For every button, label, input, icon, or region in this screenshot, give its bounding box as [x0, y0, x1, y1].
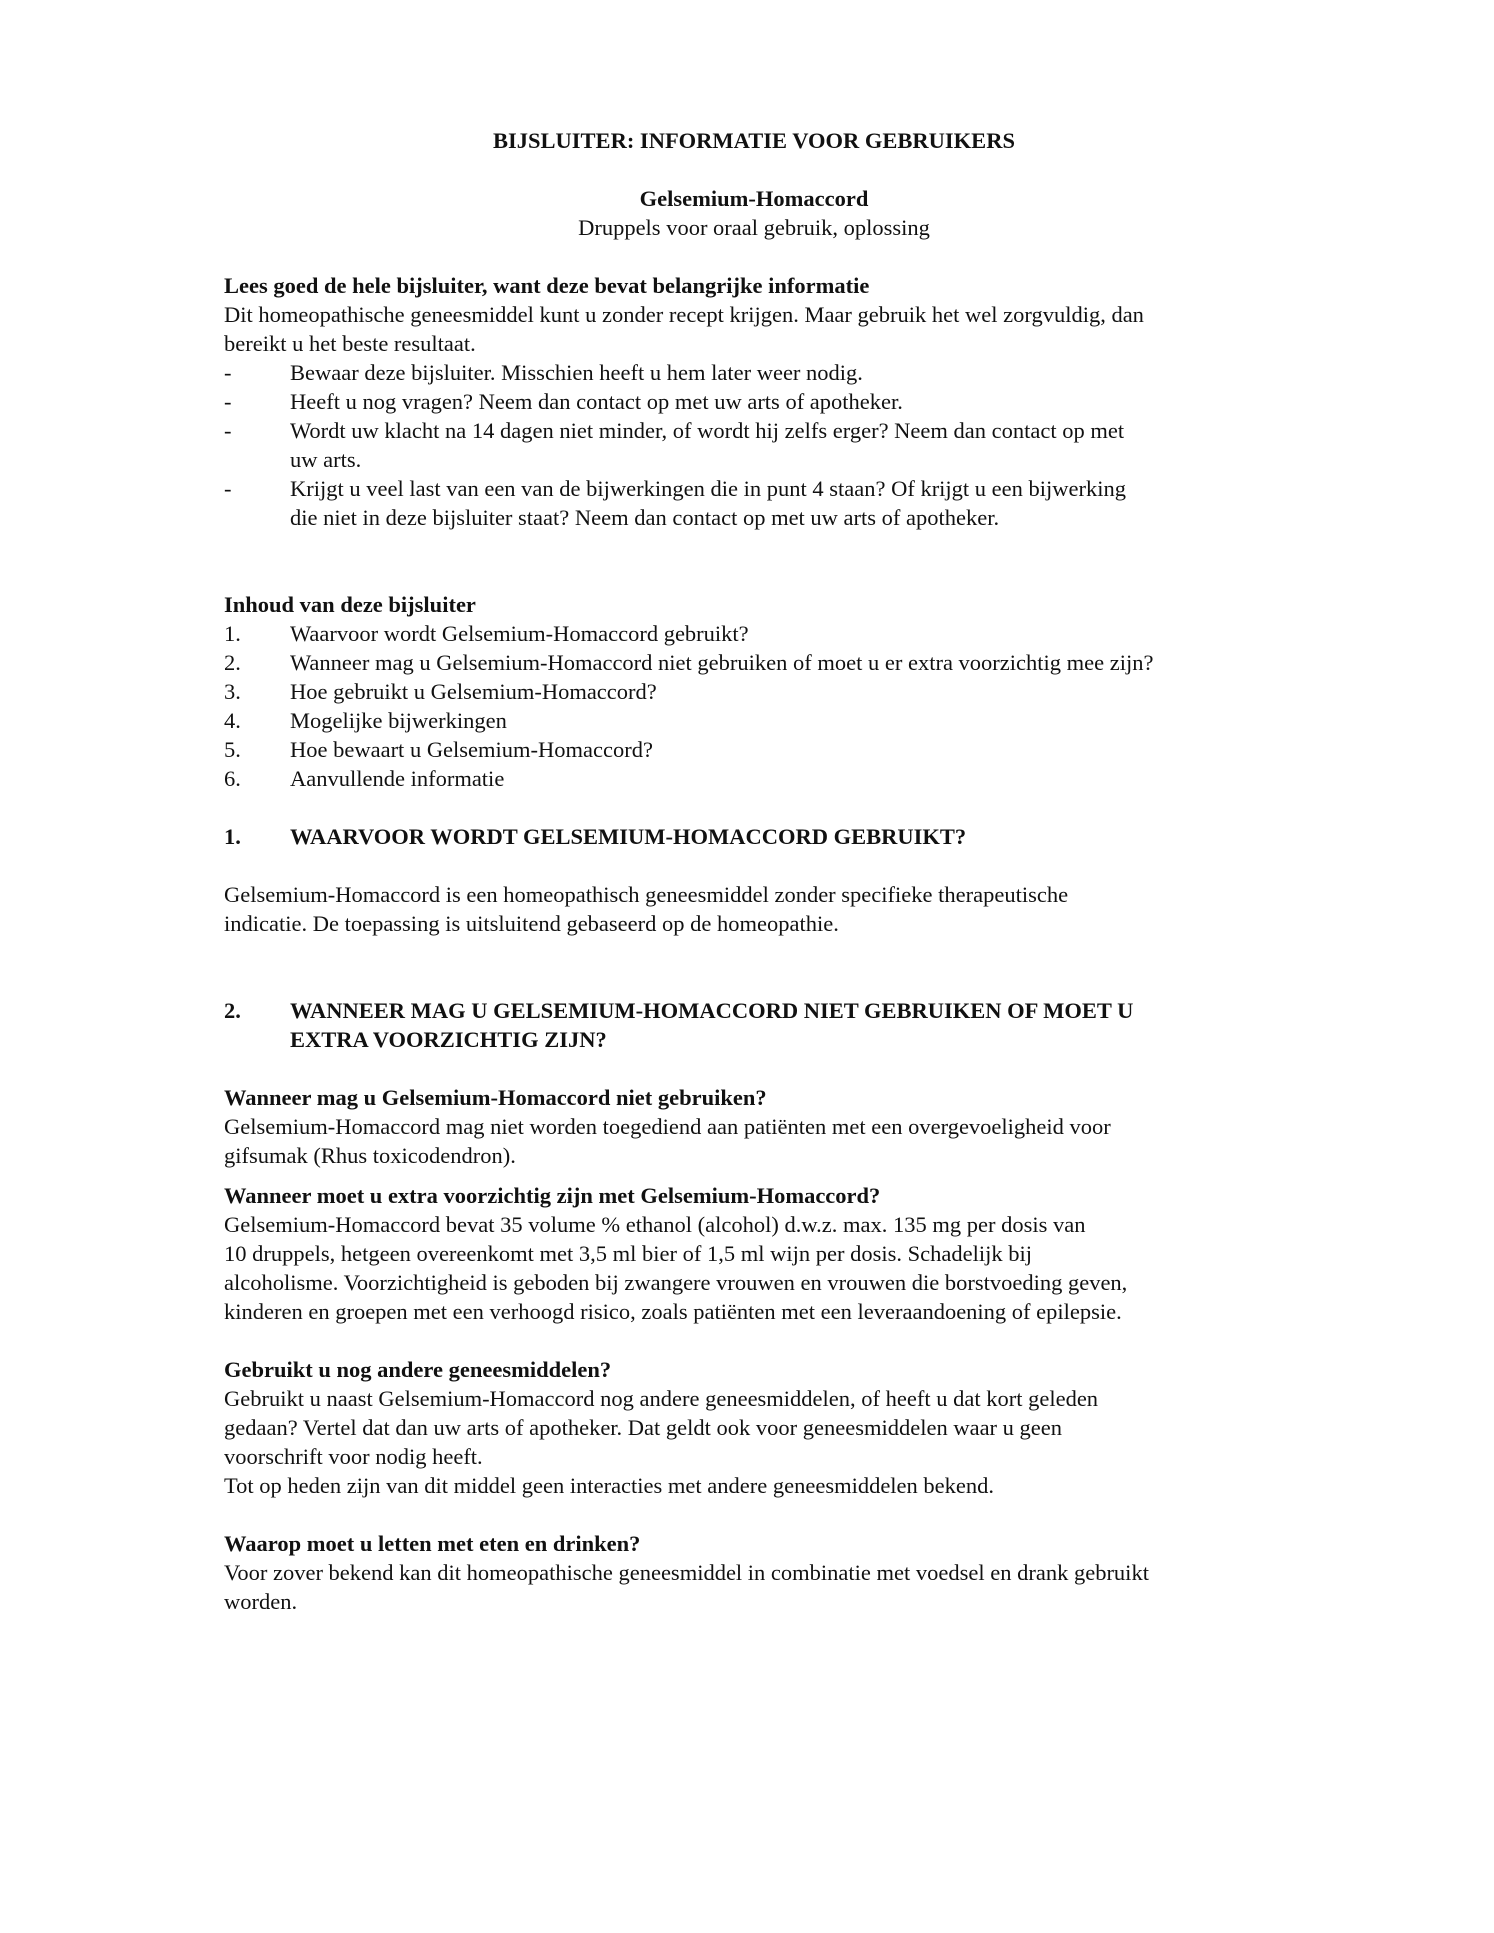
- toc-number: 3.: [224, 679, 241, 704]
- toc-text: Mogelijke bijwerkingen: [290, 708, 507, 733]
- bullet-marker: -: [224, 360, 232, 385]
- toc-number: 6.: [224, 766, 241, 791]
- intro-heading: Lees goed de hele bijsluiter, want deze bevat belangrijke informatie: [224, 273, 870, 298]
- intro-text-line: bereikt u het beste resultaat.: [224, 331, 476, 356]
- subsection-text: Tot op heden zijn van dit middel geen interacties met andere geneesmiddelen bekend.: [224, 1473, 995, 1498]
- subsection-text: gifsumak (Rhus toxicodendron).: [224, 1143, 516, 1168]
- subsection-text: voorschrift voor nodig heeft.: [224, 1444, 483, 1469]
- toc-heading: Inhoud van deze bijsluiter: [224, 592, 476, 617]
- bullet-text: Heeft u nog vragen? Neem dan contact op met uw arts of apotheker.: [290, 389, 903, 414]
- subsection-text: alcoholisme. Voorzichtigheid is geboden bij zwangere vrouwen en vrouwen die borstvoeding geven,: [224, 1270, 1128, 1295]
- section-1-text: Gelsemium-Homaccord is een homeopathisch geneesmiddel zonder specifieke therapeutische: [224, 882, 1069, 907]
- list-item: [224, 416, 1284, 445]
- subsection-heading: Gebruikt u nog andere geneesmiddelen?: [224, 1357, 612, 1382]
- subsection-text: worden.: [224, 1589, 298, 1614]
- toc-text: Aanvullende informatie: [290, 766, 505, 791]
- bullet-text: die niet in deze bijsluiter staat? Neem dan contact op met uw arts of apotheker.: [290, 505, 1000, 530]
- list-item: [224, 387, 1284, 416]
- section-title-line: WANNEER MAG U GELSEMIUM-HOMACCORD NIET GEBRUIKEN OF MOET U: [290, 998, 1134, 1023]
- subsection-heading: Waarop moet u letten met eten en drinken?: [224, 1531, 641, 1556]
- toc-number: 4.: [224, 708, 241, 733]
- toc-text: Hoe gebruikt u Gelsemium-Homaccord?: [290, 679, 657, 704]
- toc-item: [224, 619, 1284, 648]
- toc-text: Wanneer mag u Gelsemium-Homaccord niet gebruiken of moet u er extra voorzichtig mee zijn?: [290, 650, 1154, 675]
- list-item: [224, 358, 1284, 387]
- list-item: [224, 474, 1284, 503]
- section-title-line: EXTRA VOORZICHTIG ZIJN?: [290, 1027, 607, 1052]
- subsection-text: Voor zover bekend kan dit homeopathische geneesmiddel in combinatie met voedsel en drank gebruikt: [224, 1560, 1149, 1585]
- bullet-text: Krijgt u veel last van een van de bijwerkingen die in punt 4 staan? Of krijgt u een bijwerking: [290, 476, 1127, 501]
- subsection-text: gedaan? Vertel dat dan uw arts of apotheker. Dat geldt ook voor geneesmiddelen waar u geen: [224, 1415, 1063, 1440]
- toc-text: Waarvoor wordt Gelsemium-Homaccord gebruikt?: [290, 621, 749, 646]
- subsection-text: 10 druppels, hetgeen overeenkomt met 3,5 ml bier of 1,5 ml wijn per dosis. Schadelijk bij: [224, 1241, 1032, 1266]
- product-form: Druppels voor oraal gebruik, oplossing: [578, 215, 930, 240]
- toc-item: [224, 706, 1284, 735]
- toc-number: 1.: [224, 621, 241, 646]
- toc-text: Hoe bewaart u Gelsemium-Homaccord?: [290, 737, 653, 762]
- list-item-continuation: [224, 445, 1284, 474]
- toc-item: [224, 764, 1284, 793]
- toc-item: [224, 648, 1284, 677]
- toc-number: 2.: [224, 650, 241, 675]
- subsection-heading: Wanneer moet u extra voorzichtig zijn met Gelsemium-Homaccord?: [224, 1183, 881, 1208]
- list-item-continuation: [224, 503, 1284, 532]
- section-2-heading: [224, 996, 1284, 1054]
- section-number: 1.: [224, 824, 241, 849]
- product-name: Gelsemium-Homaccord: [639, 186, 869, 211]
- document-content: [224, 126, 1284, 1616]
- section-title: [290, 996, 1284, 1054]
- bullet-marker: -: [224, 418, 232, 443]
- document-title: BIJSLUITER: INFORMATIE VOOR GEBRUIKERS: [493, 128, 1015, 153]
- toc-item: [224, 677, 1284, 706]
- toc-item: [224, 735, 1284, 764]
- subsection-heading: Wanneer mag u Gelsemium-Homaccord niet gebruiken?: [224, 1085, 767, 1110]
- section-1-text: indicatie. De toepassing is uitsluitend gebaseerd op de homeopathie.: [224, 911, 839, 936]
- section-1-heading: [224, 822, 1284, 851]
- subsection-text: Gebruikt u naast Gelsemium-Homaccord nog andere geneesmiddelen, of heeft u dat kort geleden: [224, 1386, 1099, 1411]
- subsection-text: Gelsemium-Homaccord mag niet worden toegediend aan patiënten met een overgevoeligheid voor: [224, 1114, 1111, 1139]
- bullet-marker: -: [224, 389, 232, 414]
- section-title: WAARVOOR WORDT GELSEMIUM-HOMACCORD GEBRUIKT?: [290, 824, 967, 849]
- subsection-text: kinderen en groepen met een verhoogd risico, zoals patiënten met een leveraandoening of epilepsie.: [224, 1299, 1122, 1324]
- bullet-text: Bewaar deze bijsluiter. Misschien heeft u hem later weer nodig.: [290, 360, 863, 385]
- section-number: 2.: [224, 998, 241, 1023]
- bullet-text: Wordt uw klacht na 14 dagen niet minder, of wordt hij zelfs erger? Neem dan contact op met: [290, 418, 1125, 443]
- bullet-text: uw arts.: [290, 447, 362, 472]
- toc-number: 5.: [224, 737, 241, 762]
- bullet-marker: -: [224, 476, 232, 501]
- subsection-text: Gelsemium-Homaccord bevat 35 volume % ethanol (alcohol) d.w.z. max. 135 mg per dosis van: [224, 1212, 1086, 1237]
- intro-text-line: Dit homeopathische geneesmiddel kunt u zonder recept krijgen. Maar gebruik het wel zorgvuldig, dan: [224, 302, 1144, 327]
